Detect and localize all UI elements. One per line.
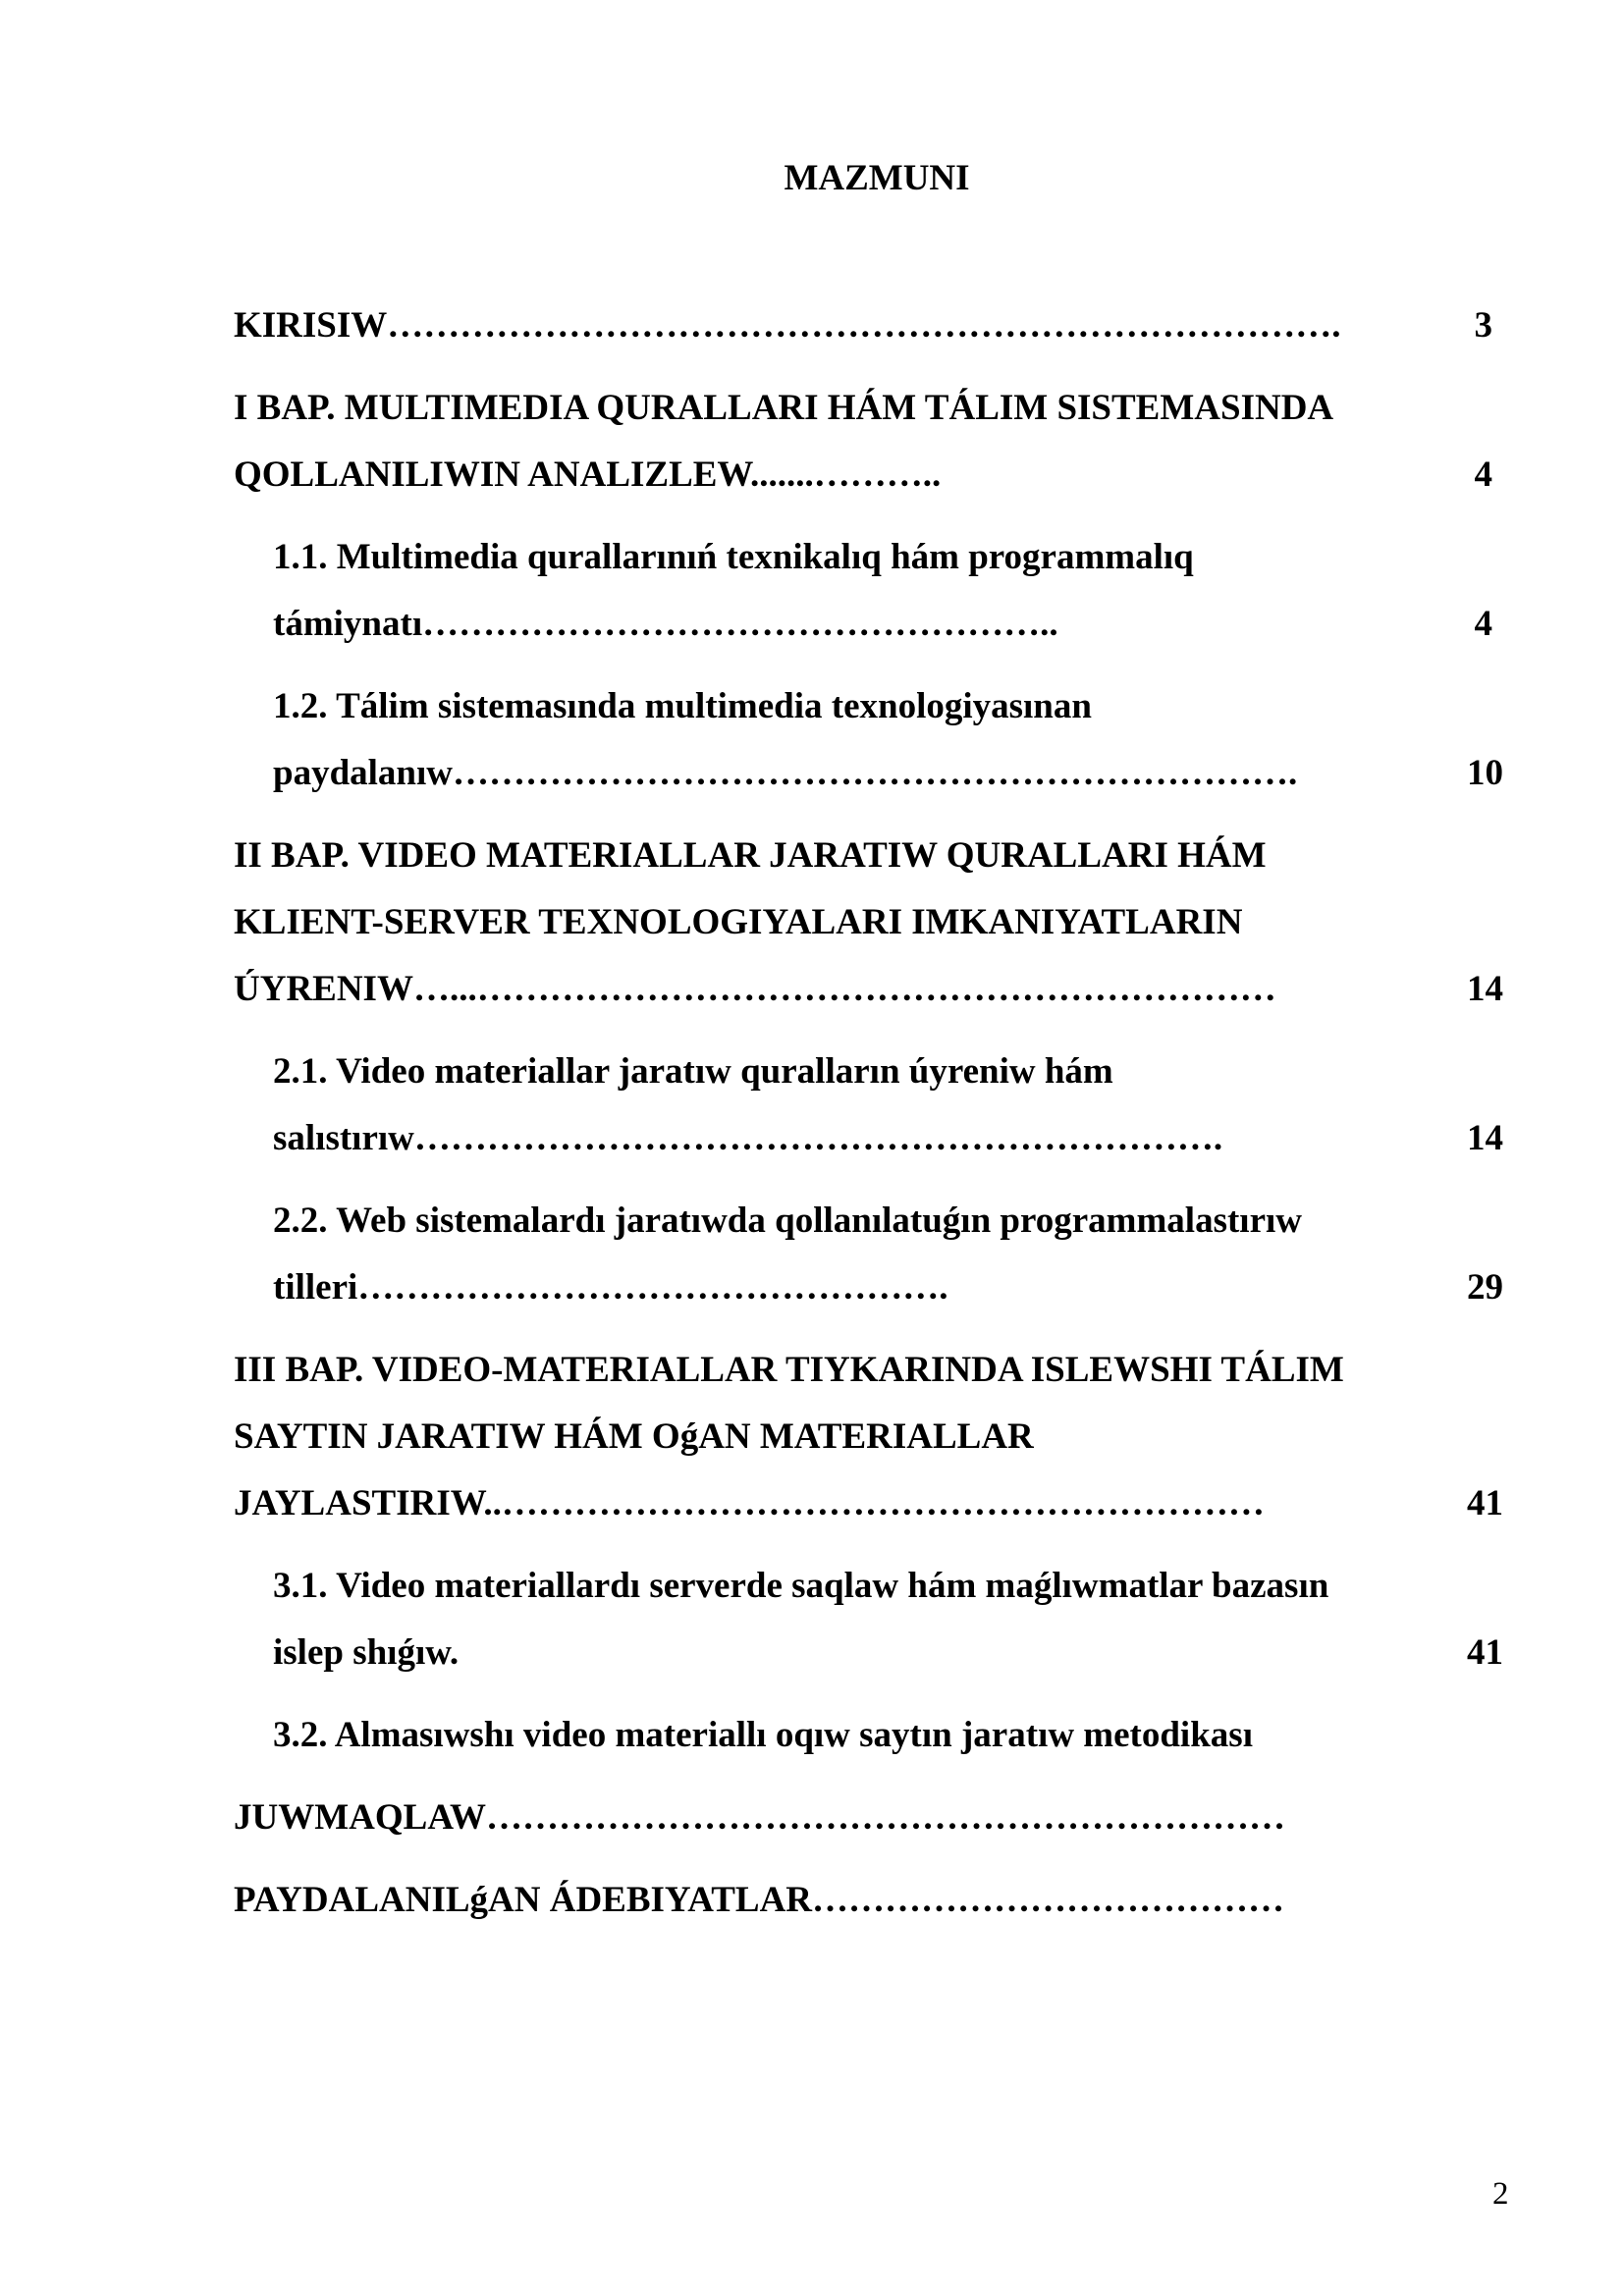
toc-page-number: 14 (1467, 1118, 1503, 1158)
toc-entry-chapter-1: I BAP. MULTIMEDIA QURALLARI HÁM TÁLIM SISTEMASINDA (234, 388, 1334, 428)
toc-entry-section-2-2-cont: tilleri…………………………………………. (273, 1267, 948, 1308)
page-number: 2 (1492, 2176, 1509, 2212)
toc-entry-chapter-2-cont: ÚYRENIW…...………………………………………………………… (234, 969, 1276, 1009)
toc-entry-section-1-1-cont: támiynatı…………………………………………….. (273, 604, 1058, 644)
toc-entry-section-1-2: 1.2. Tálim sistemasında multimedia texnologiyasınan (273, 686, 1092, 726)
page-title: MAZMUNI (784, 158, 970, 198)
toc-entry-section-3-1: 3.1. Video materiallardı serverde saqlaw hám maǵlıwmatlar bazasın (273, 1566, 1329, 1606)
toc-entry-section-3-2: 3.2. Almasıwshı video materiallı oqıw saytın jaratıw metodikası (273, 1715, 1253, 1755)
toc-entry-kirisiw: KIRISIW……………………………………………………………………. (234, 305, 1341, 346)
toc-entry-chapter-3-cont: JAYLASTIRIW..……………………………………………………… (234, 1483, 1265, 1523)
toc-entry-section-3-1-cont: islep shıǵıw. (273, 1632, 460, 1673)
toc-entry-section-1-2-cont: paydalanıw……………………………………………………………. (273, 753, 1298, 793)
toc-entry-chapter-3: III BAP. VIDEO-MATERIALLAR TIYKARINDA ISLEWSHI TÁLIM (234, 1350, 1344, 1390)
toc-page-number: 29 (1467, 1267, 1503, 1308)
toc-entry-section-2-1-cont: salıstırıw…………………………………………………………. (273, 1118, 1223, 1158)
toc-page-number: 41 (1467, 1483, 1503, 1523)
toc-entry-chapter-2: II BAP. VIDEO MATERIALLAR JARATIW QURALLARI HÁM (234, 835, 1267, 876)
toc-page-number: 41 (1467, 1632, 1503, 1673)
toc-entry-conclusion: JUWMAQLAW………………………………………………………… (234, 1797, 1285, 1838)
toc-page-number: 4 (1474, 454, 1492, 495)
toc-entry-section-2-1: 2.1. Video materiallar jaratıw quralların úyreniw hám (273, 1051, 1113, 1092)
toc-entry-references: PAYDALANILǵAN ÁDEBIYATLAR………………………………… (234, 1880, 1285, 1920)
toc-entry-section-2-2: 2.2. Web sistemalardı jaratıwda qollanılatuǵın programmalastırıw (273, 1201, 1303, 1241)
toc-page-number: 10 (1467, 753, 1503, 793)
toc-page-number: 3 (1474, 305, 1492, 346)
toc-entry-section-1-1: 1.1. Multimedia qurallarınıń texnikalıq hám programmalıq (273, 537, 1194, 577)
toc-page-number: 14 (1467, 969, 1503, 1009)
toc-entry-chapter-2-cont: KLIENT-SERVER TEXNOLOGIYALARI IMKANIYATLARIN (234, 902, 1243, 942)
toc-page-number: 4 (1474, 604, 1492, 644)
toc-entry-chapter-1-cont: QOLLANILIWIN ANALIZLEW.......……….. (234, 454, 942, 495)
toc-entry-chapter-3-cont: SAYTIN JARATIW HÁM OǵAN MATERIALLAR (234, 1416, 1034, 1457)
